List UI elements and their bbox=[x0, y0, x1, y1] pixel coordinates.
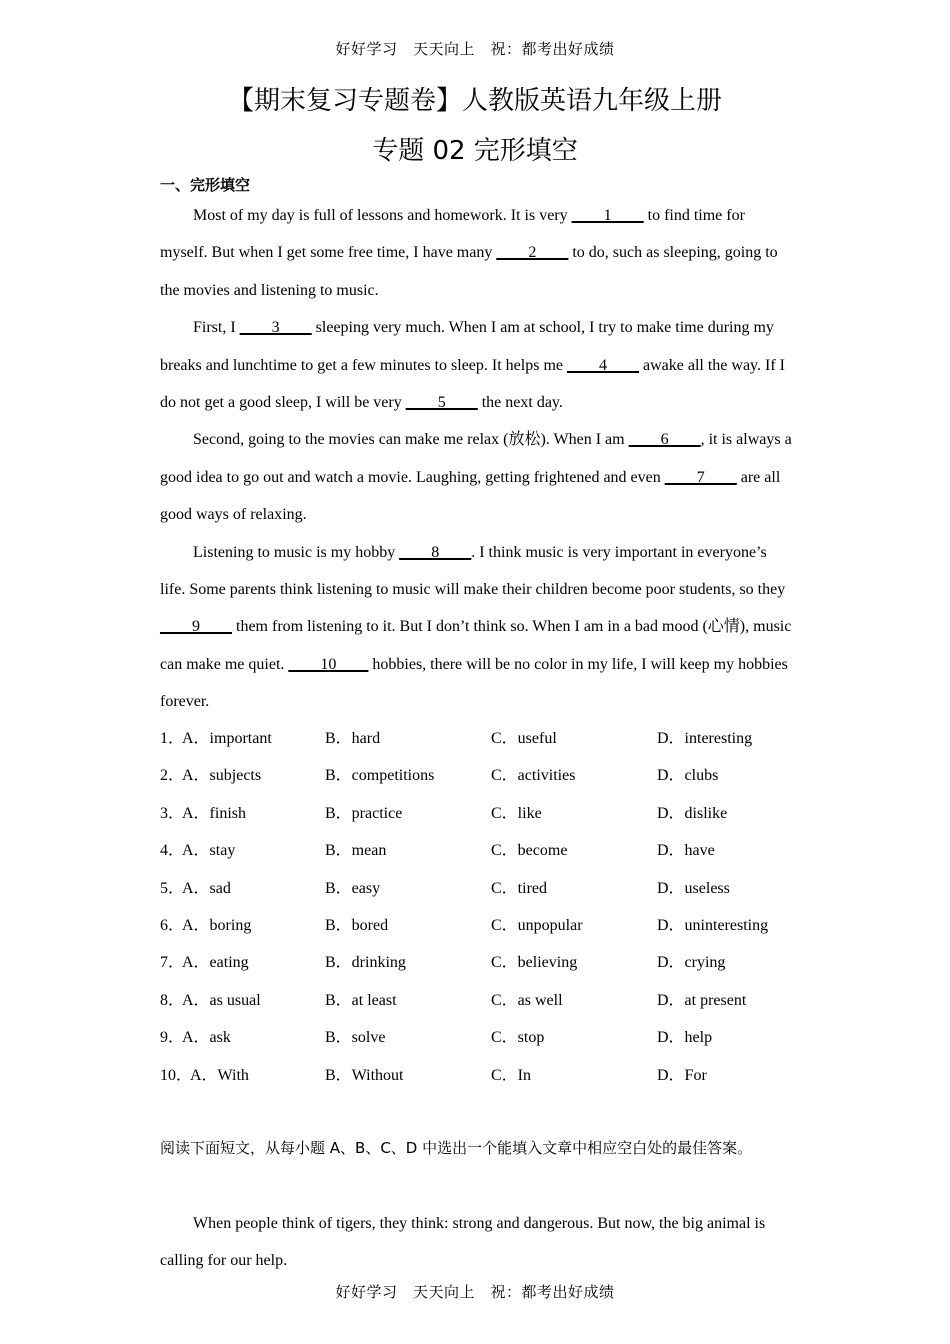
option-a: A．stay bbox=[182, 842, 236, 860]
reading-paragraph-1: When people think of tigers, they think: strong and dangerous. But now, the big animal is calling for our help. bbox=[160, 1215, 766, 1270]
option-a: A．boring bbox=[182, 916, 252, 934]
question-row-1 bbox=[160, 720, 800, 757]
option-b: B．competitions bbox=[325, 767, 435, 785]
question-number: 6． bbox=[160, 916, 185, 934]
option-d: D．uninteresting bbox=[657, 916, 769, 934]
question-number: 9． bbox=[160, 1029, 185, 1047]
option-b: B．at least bbox=[325, 991, 397, 1009]
passage-text: are all good ways of relaxing. bbox=[160, 468, 781, 524]
question-number: 7． bbox=[160, 954, 185, 972]
passage-text: , it is always a good idea to go out and watch a movie. Laughing, getting frightened and even bbox=[160, 431, 792, 486]
option-a: A．With bbox=[190, 1066, 249, 1084]
question-row-9 bbox=[160, 1019, 800, 1056]
option-b: B．practice bbox=[325, 804, 403, 822]
blank-3: ____3____ bbox=[239, 319, 312, 337]
option-d: D．For bbox=[657, 1066, 707, 1084]
passage-paragraph-4 bbox=[160, 534, 792, 721]
question-row-8 bbox=[160, 982, 800, 1019]
option-b: B．Without bbox=[325, 1066, 404, 1084]
reading-instruction: 阅读下面短文，从每小题 A、B、C、D 中选出一个能填入文章中相应空白处的最佳答案。 bbox=[160, 1139, 753, 1157]
question-row-3 bbox=[160, 795, 800, 832]
passage-text: sleeping very much. When I am at school, I try to make time during my breaks and lunchtime to get a few minutes to sleep. It helps me bbox=[160, 319, 774, 374]
document-subtitle: 专题 02 完形填空 bbox=[372, 136, 578, 166]
question-number: 8． bbox=[160, 991, 185, 1009]
option-c: C．become bbox=[491, 842, 568, 860]
passage-text: Listening to music is my hobby bbox=[193, 543, 400, 561]
passage-text: to do, such as sleeping, going to the movies and listening to music. bbox=[160, 244, 778, 299]
blank-10: ____10____ bbox=[288, 655, 369, 673]
option-c: C．as well bbox=[491, 991, 563, 1009]
passage-text: the next day. bbox=[477, 394, 563, 412]
blank-2: ____2____ bbox=[496, 244, 569, 262]
passage-text: First, I bbox=[193, 319, 240, 337]
option-d: D．clubs bbox=[657, 767, 719, 785]
answer-options bbox=[160, 720, 800, 1094]
passage-text: them from listening to it. But I don’t think so. When I am in a bad mood (心情), music can make me quiet. bbox=[160, 618, 792, 673]
option-d: D．interesting bbox=[657, 730, 753, 747]
question-row-10 bbox=[160, 1057, 800, 1094]
blank-9: ____9____ bbox=[160, 618, 232, 636]
option-a: A．as usual bbox=[182, 991, 261, 1009]
passage-text: . I think music is very important in everyone’s life. Some parents think listening to music will make their children become poor students, so they bbox=[160, 543, 786, 599]
blank-4: ____4____ bbox=[567, 356, 639, 374]
blank-7: ____7____ bbox=[664, 468, 737, 486]
question-row-2 bbox=[160, 757, 800, 794]
question-number: 10． bbox=[160, 1066, 193, 1084]
option-a: A．important bbox=[182, 730, 272, 747]
question-number: 5． bbox=[160, 879, 185, 897]
option-c: C．tired bbox=[491, 879, 547, 897]
option-a: A．subjects bbox=[182, 767, 262, 785]
passage-text: Second, going to the movies can make me relax (放松). When I am bbox=[193, 431, 629, 449]
passage-paragraph-2 bbox=[160, 309, 792, 421]
option-c: C．like bbox=[491, 804, 542, 822]
option-c: C．stop bbox=[491, 1029, 545, 1047]
passage-text: hobbies, there will be no color in my life, I will keep my hobbies forever. bbox=[160, 655, 788, 711]
passage-text: awake all the way. If I do not get a good sleep, I will be very bbox=[160, 356, 785, 412]
question-row-7 bbox=[160, 944, 800, 981]
option-b: B．drinking bbox=[325, 954, 406, 972]
page-footer: 好好学习 天天向上 祝：都考出好成绩 bbox=[335, 1283, 615, 1301]
passage-text: to find time for myself. But when I get some free time, I have many bbox=[160, 207, 745, 262]
cloze-passage bbox=[160, 197, 792, 721]
option-b: B．hard bbox=[325, 730, 381, 747]
option-c: C．believing bbox=[491, 954, 578, 972]
option-a: A．sad bbox=[182, 879, 231, 897]
option-a: A．finish bbox=[182, 804, 247, 822]
section-heading: 一、完形填空 bbox=[160, 176, 251, 194]
blank-5: ____5____ bbox=[405, 394, 478, 412]
option-a: A．eating bbox=[182, 954, 249, 972]
option-d: D．crying bbox=[657, 954, 726, 972]
option-a: A．ask bbox=[182, 1029, 231, 1047]
question-number: 2． bbox=[160, 767, 185, 785]
document-title: 【期末复习专题卷】人教版英语九年级上册 bbox=[227, 86, 722, 116]
question-row-4 bbox=[160, 832, 800, 869]
question-number: 1． bbox=[160, 730, 185, 747]
blank-1: ____1____ bbox=[571, 207, 644, 224]
page-header: 好好学习 天天向上 祝：都考出好成绩 bbox=[335, 40, 615, 58]
option-d: D．at present bbox=[657, 991, 747, 1009]
question-row-5 bbox=[160, 870, 800, 907]
option-b: B．mean bbox=[325, 842, 387, 860]
question-number: 3． bbox=[160, 804, 185, 822]
option-d: D．useless bbox=[657, 879, 730, 897]
question-number: 4． bbox=[160, 842, 185, 860]
blank-8: ____8____ bbox=[399, 543, 472, 561]
option-d: D．dislike bbox=[657, 804, 728, 822]
blank-6: ____6____ bbox=[628, 431, 701, 449]
option-b: B．bored bbox=[325, 916, 389, 934]
passage-text: Most of my day is full of lessons and homework. It is very bbox=[193, 207, 572, 224]
option-c: C．activities bbox=[491, 767, 576, 785]
option-b: B．easy bbox=[325, 879, 381, 897]
option-d: D．help bbox=[657, 1029, 713, 1047]
passage-paragraph-3 bbox=[160, 421, 792, 533]
reading-passage bbox=[160, 1205, 792, 1280]
option-c: C．useful bbox=[491, 730, 557, 747]
option-c: C．In bbox=[491, 1066, 532, 1084]
passage-paragraph-1 bbox=[160, 197, 792, 309]
option-c: C．unpopular bbox=[491, 916, 583, 934]
option-d: D．have bbox=[657, 842, 715, 860]
question-row-6 bbox=[160, 907, 800, 944]
option-b: B．solve bbox=[325, 1029, 386, 1047]
